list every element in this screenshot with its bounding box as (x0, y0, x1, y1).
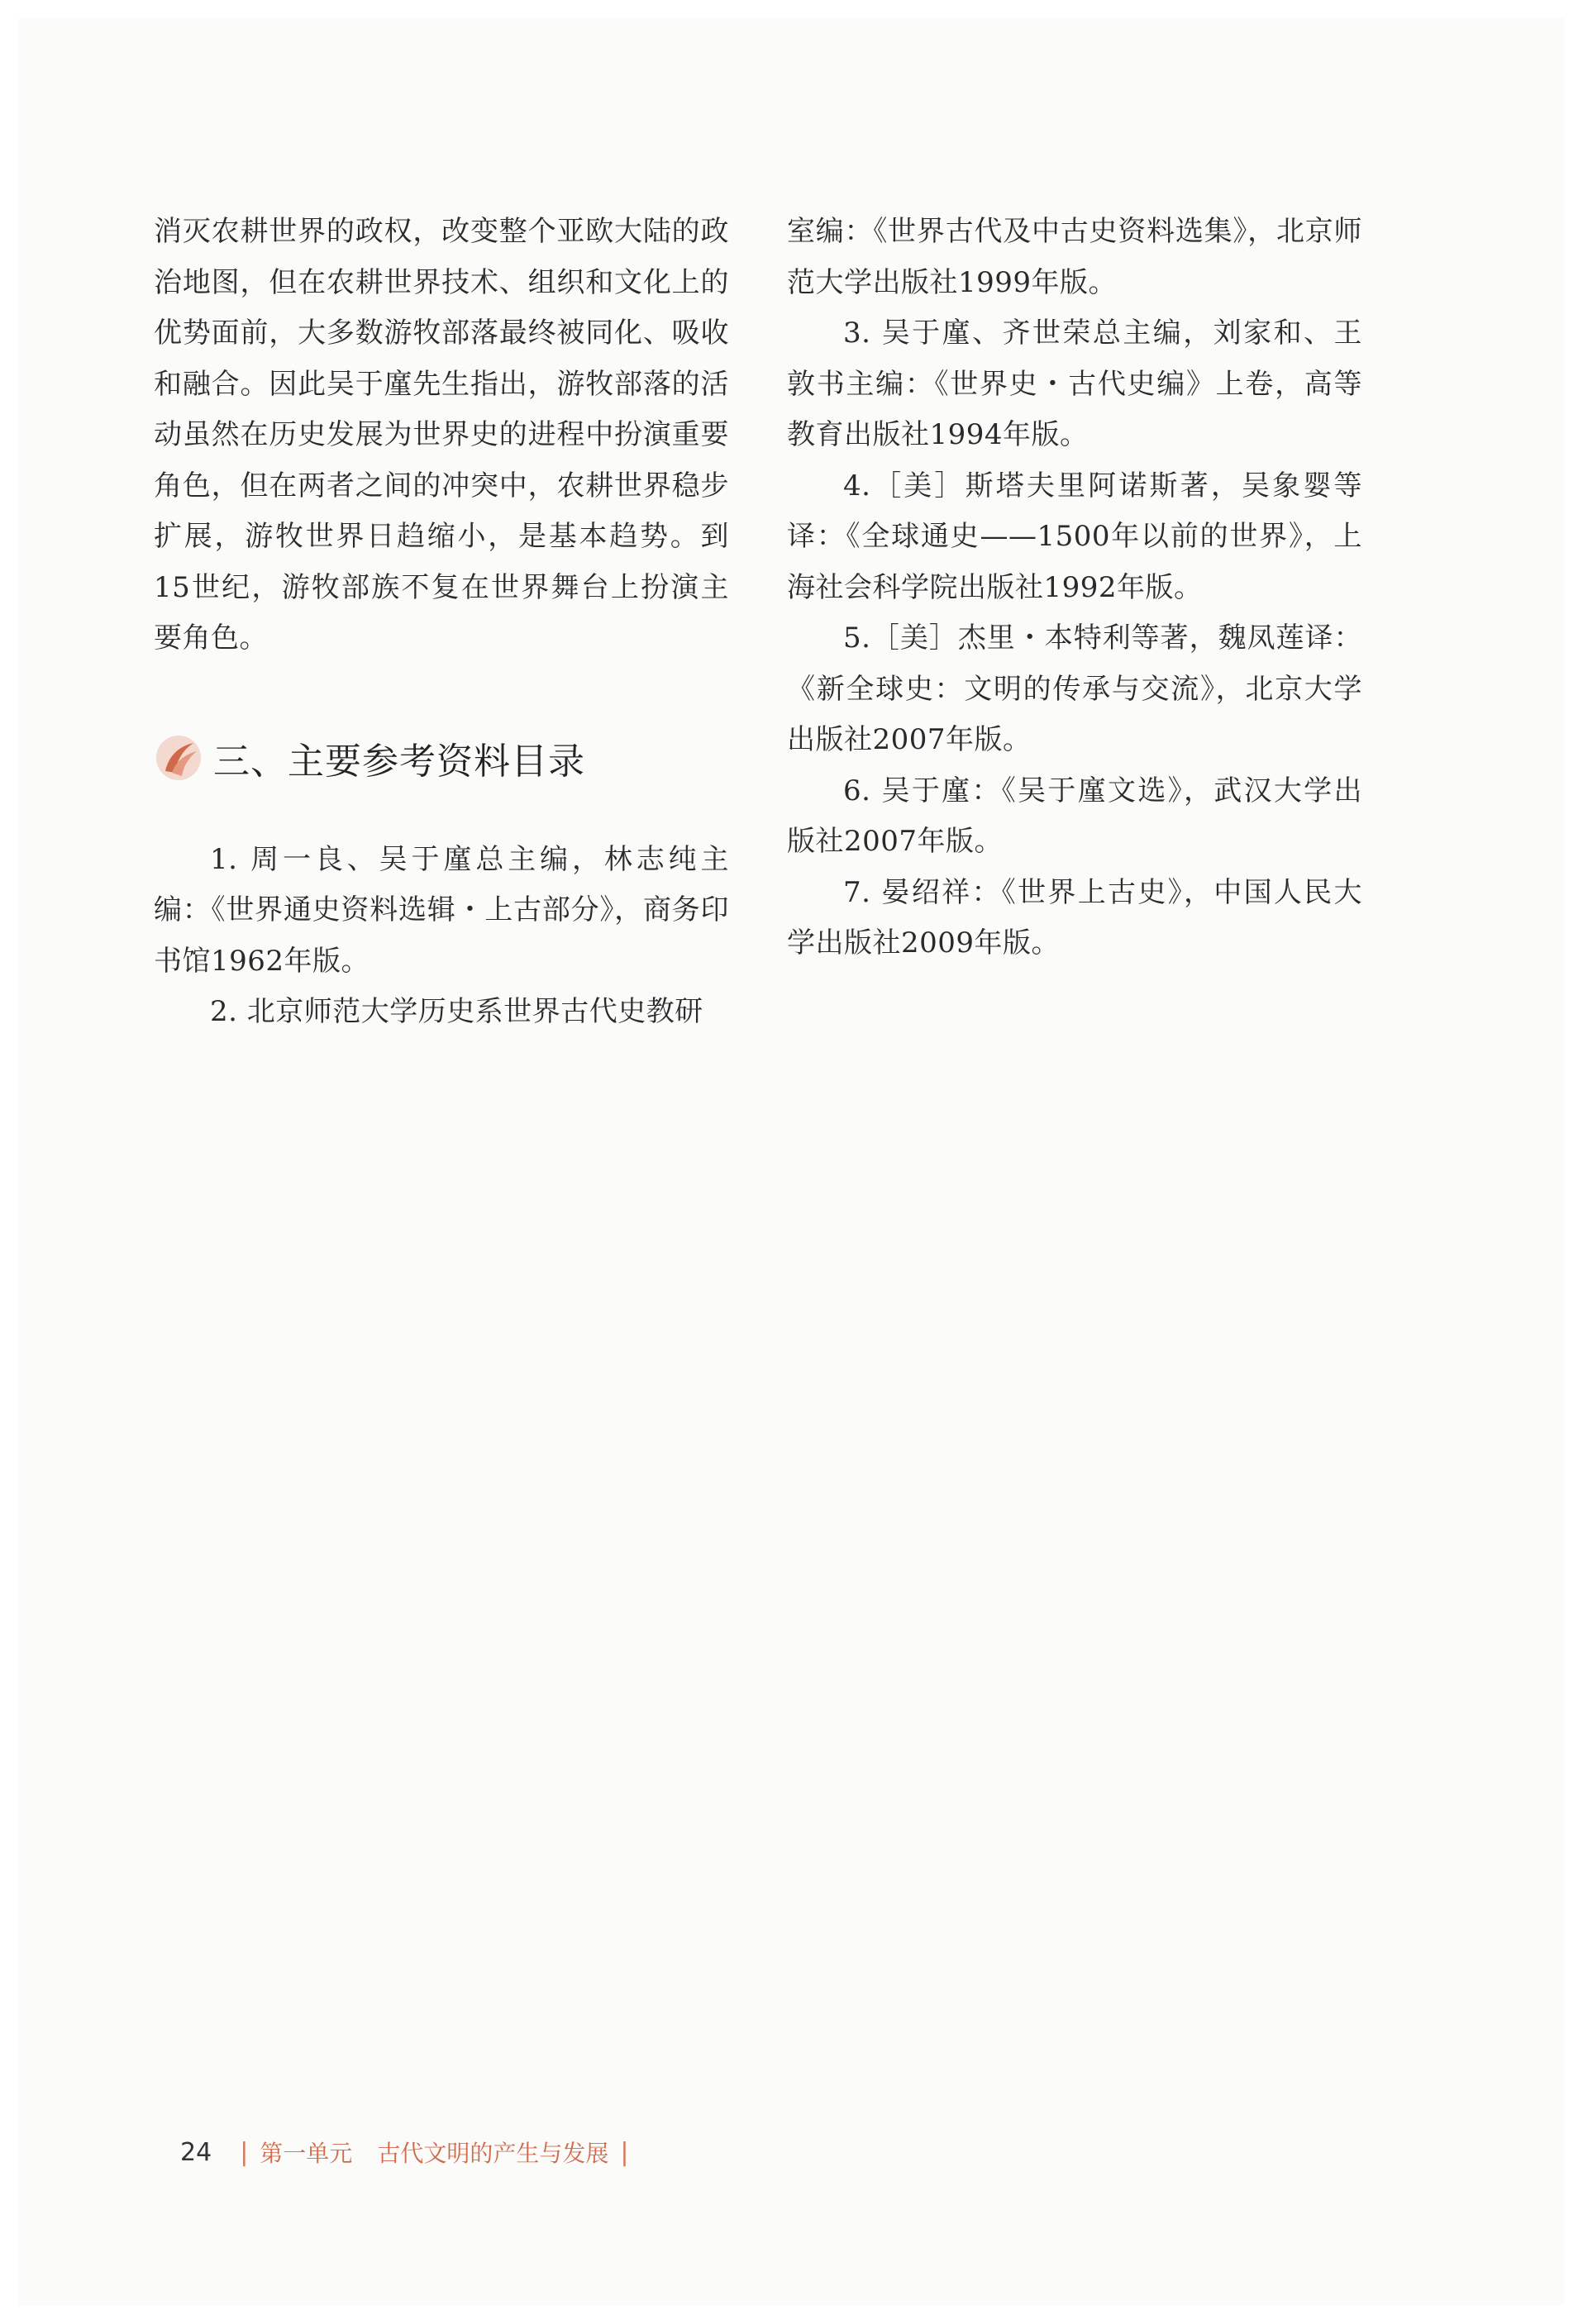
page (18, 18, 1564, 2306)
page-number: 24 (180, 2137, 212, 2167)
reference-7: 7. 晏绍祥：《世界上古史》，中国人民大学出版社2009年版。 (787, 875, 1362, 960)
footer-unit: 第一单元 (260, 2140, 353, 2167)
reference-2-end: 室编：《世界古代及中古史资料选集》，北京师范大学出版社1999年版。 (787, 215, 1362, 299)
footer-unit-title: 古代文明的产生与发展 (377, 2140, 609, 2167)
swoosh-circle-icon (154, 733, 203, 783)
intro-paragraph: 消灭农耕世界的政权，改变整个亚欧大陆的政治地图，但在农耕世界技术、组织和文化上的优势面前，大多数游牧部落最终被同化、吸收和融合。因此吴于廑先生指出，游牧部落的活动虽然在历史发展为世界史的进程中扮演重要角色，但在两者之间的冲突中，农耕世界稳步扩展，游牧世界日趋缩小，是基本趋势。到15世纪，游牧部族不复在世界舞台上扮演主要角色。 (154, 215, 729, 655)
page-footer (180, 2136, 628, 2169)
footer-separator-left: | (240, 2137, 249, 2167)
reference-1: 1. 周一良、吴于廑总主编，林志纯主编：《世界通史资料选辑・上古部分》，商务印书馆1962年版。 (154, 842, 729, 978)
section-heading (154, 729, 729, 787)
left-column (154, 207, 729, 1038)
reference-3: 3. 吴于廑、齐世荣总主编，刘家和、王敦书主编：《世界史・古代史编》上卷，高等教育出版社1994年版。 (787, 317, 1362, 451)
right-column (787, 207, 1362, 969)
reference-4: 4.［美］斯塔夫里阿诺斯著，吴象婴等译：《全球通史——1500年以前的世界》，上海社会科学院出版社1992年版。 (787, 469, 1362, 604)
footer-separator-right: | (620, 2137, 629, 2167)
reference-6: 6. 吴于廑：《吴于廑文选》，武汉大学出版社2007年版。 (787, 774, 1362, 858)
reference-5: 5.［美］杰里・本特利等著，魏凤莲译：《新全球史：文明的传承与交流》，北京大学出版社2007年版。 (787, 621, 1362, 756)
section-heading-text: 三、主要参考资料目录 (213, 740, 585, 783)
reference-2-start: 2. 北京师范大学历史系世界古代史教研 (210, 995, 703, 1028)
